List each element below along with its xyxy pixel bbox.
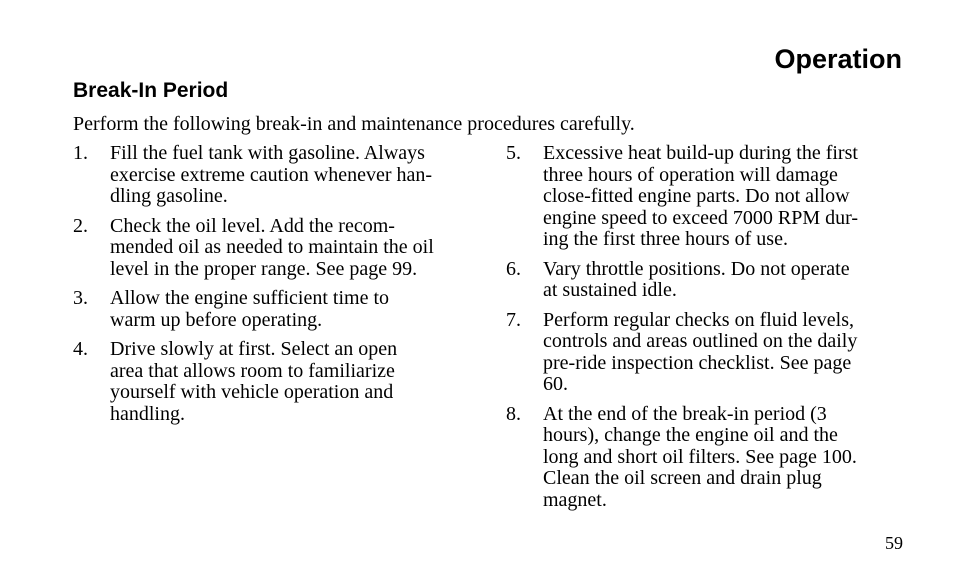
step-number: 4. xyxy=(73,338,88,360)
step-text xyxy=(543,310,906,396)
step-text-line: Fill the fuel tank with gasoline. Always xyxy=(110,142,425,164)
step-text-line: level in the proper range. See page 99. xyxy=(110,257,418,280)
section-heading: Break-In Period xyxy=(73,79,229,102)
step-text-line: three hours of operation will damage xyxy=(543,163,838,186)
step-text-line: long and short oil filters. See page 100. xyxy=(543,445,857,468)
step-text-line: warm up before operating. xyxy=(110,308,323,331)
step-text-line: Allow the engine sufficient time to xyxy=(110,287,390,309)
step-item xyxy=(73,288,473,331)
step-item xyxy=(73,143,473,208)
step-text-line: pre-ride inspection checklist. See page xyxy=(543,351,852,374)
step-text-line: Drive slowly at first. Select an open xyxy=(110,338,398,360)
step-text-line: close-fitted engine parts. Do not allow xyxy=(543,185,850,207)
step-text xyxy=(543,404,906,512)
step-text-line: handling. xyxy=(110,402,185,425)
step-text xyxy=(543,259,906,302)
steps-column-left xyxy=(73,143,473,433)
page-number: 59 xyxy=(885,533,903,553)
step-text-line: 60. xyxy=(543,373,568,395)
step-text-line: at sustained idle. xyxy=(543,279,677,301)
step-text-line: Check the oil level. Add the recom- xyxy=(110,214,395,237)
step-text-line: At the end of the break-in period (3 xyxy=(543,402,827,425)
step-item xyxy=(506,143,906,251)
step-item xyxy=(506,404,906,512)
step-text-line: controls and areas outlined on the daily xyxy=(543,330,858,352)
step-text-line: engine speed to exceed 7000 RPM dur- xyxy=(543,206,859,229)
step-text-line: exercise extreme caution whenever han- xyxy=(110,163,433,186)
step-number: 3. xyxy=(73,287,88,309)
step-number: 2. xyxy=(73,214,88,237)
step-number: 1. xyxy=(73,142,88,164)
step-item xyxy=(73,339,473,425)
step-number: 8. xyxy=(506,402,521,425)
step-text-line: dling gasoline. xyxy=(110,185,228,207)
step-text-line: ing the first three hours of use. xyxy=(543,228,788,250)
step-item xyxy=(73,216,473,281)
step-item xyxy=(506,310,906,396)
intro-paragraph: Perform the following break-in and maintenance procedures carefully. xyxy=(73,113,635,135)
step-text xyxy=(110,216,473,281)
step-item xyxy=(506,259,906,302)
step-text-line: area that allows room to familiarize xyxy=(110,359,395,382)
step-text-line: mended oil as needed to maintain the oil xyxy=(110,236,434,258)
step-text-line: Vary throttle positions. Do not operate xyxy=(543,257,850,280)
step-text-line: Clean the oil screen and drain plug xyxy=(543,467,822,489)
step-text-line: Perform regular checks on fluid levels, xyxy=(543,308,855,331)
step-text-line: magnet. xyxy=(543,488,607,511)
page-header-title: Operation xyxy=(774,44,902,74)
step-number: 5. xyxy=(506,142,521,164)
step-text xyxy=(110,288,473,331)
step-text xyxy=(110,143,473,208)
step-text-line: yourself with vehicle operation and xyxy=(110,381,394,403)
step-text-line: hours), change the engine oil and the xyxy=(543,424,838,446)
steps-column-right xyxy=(506,143,906,519)
step-text xyxy=(110,339,473,425)
step-number: 6. xyxy=(506,257,521,280)
step-text xyxy=(543,143,906,251)
step-number: 7. xyxy=(506,308,521,331)
step-text-line: Excessive heat build-up during the first xyxy=(543,142,858,164)
